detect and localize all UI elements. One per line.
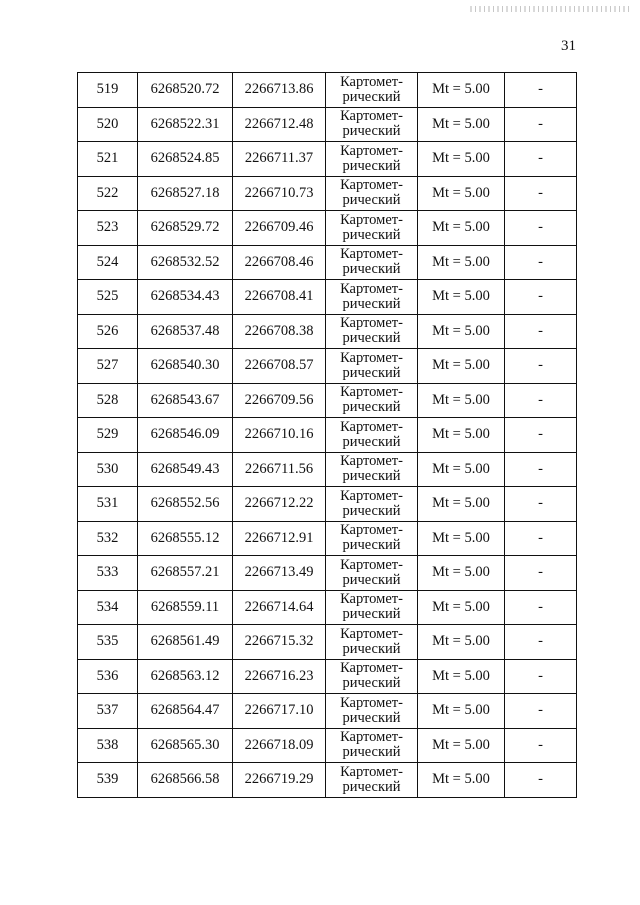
method-line2: рический [342, 295, 401, 312]
x-coordinate-cell: 6268546.09 [138, 418, 233, 453]
table-row [78, 107, 577, 142]
accuracy-cell: Mt = 5.00 [418, 142, 505, 177]
method-cell [326, 142, 418, 177]
method-cell [326, 107, 418, 142]
method-line2: рический [342, 123, 401, 140]
y-coordinate-cell: 2266711.56 [233, 452, 326, 487]
point-number-cell: 537 [78, 694, 138, 729]
table-row [78, 590, 577, 625]
method-line2: рический [342, 778, 401, 795]
accuracy-cell: Mt = 5.00 [418, 625, 505, 660]
method-cell [326, 728, 418, 763]
accuracy-cell: Mt = 5.00 [418, 487, 505, 522]
scan-artifact [470, 6, 630, 12]
accuracy-cell: Mt = 5.00 [418, 659, 505, 694]
x-coordinate-cell: 6268540.30 [138, 349, 233, 384]
x-coordinate-cell: 6268537.48 [138, 314, 233, 349]
y-coordinate-cell: 2266709.56 [233, 383, 326, 418]
table-row [78, 521, 577, 556]
table-row [78, 245, 577, 280]
y-coordinate-cell: 2266708.46 [233, 245, 326, 280]
method-cell [326, 383, 418, 418]
point-number-cell: 534 [78, 590, 138, 625]
table-row [78, 452, 577, 487]
point-number-cell: 536 [78, 659, 138, 694]
table-row [78, 280, 577, 315]
method-line2: рический [342, 399, 401, 416]
method-cell [326, 280, 418, 315]
x-coordinate-cell: 6268552.56 [138, 487, 233, 522]
point-number-cell: 523 [78, 211, 138, 246]
note-cell: - [505, 245, 577, 280]
note-cell: - [505, 142, 577, 177]
method-cell [326, 452, 418, 487]
method-line2: рический [342, 537, 401, 554]
note-cell: - [505, 763, 577, 798]
x-coordinate-cell: 6268559.11 [138, 590, 233, 625]
y-coordinate-cell: 2266717.10 [233, 694, 326, 729]
x-coordinate-cell: 6268543.67 [138, 383, 233, 418]
x-coordinate-cell: 6268566.58 [138, 763, 233, 798]
method-line2: рический [342, 433, 401, 450]
method-line2: рический [342, 192, 401, 209]
method-cell [326, 314, 418, 349]
accuracy-cell: Mt = 5.00 [418, 280, 505, 315]
method-line2: рический [342, 261, 401, 278]
method-line2: рический [342, 675, 401, 692]
accuracy-cell: Mt = 5.00 [418, 245, 505, 280]
note-cell: - [505, 349, 577, 384]
y-coordinate-cell: 2266709.46 [233, 211, 326, 246]
x-coordinate-cell: 6268557.21 [138, 556, 233, 591]
method-cell [326, 694, 418, 729]
method-line1: Картомет- [340, 694, 403, 711]
y-coordinate-cell: 2266712.22 [233, 487, 326, 522]
method-cell [326, 418, 418, 453]
accuracy-cell: Mt = 5.00 [418, 211, 505, 246]
note-cell: - [505, 107, 577, 142]
table-row [78, 487, 577, 522]
note-cell: - [505, 314, 577, 349]
note-cell: - [505, 625, 577, 660]
note-cell: - [505, 487, 577, 522]
x-coordinate-cell: 6268555.12 [138, 521, 233, 556]
point-number-cell: 532 [78, 521, 138, 556]
accuracy-cell: Mt = 5.00 [418, 73, 505, 108]
coordinates-table [77, 72, 577, 798]
method-line1: Картомет- [340, 487, 403, 504]
y-coordinate-cell: 2266715.32 [233, 625, 326, 660]
method-line1: Картомет- [340, 73, 403, 90]
note-cell: - [505, 383, 577, 418]
method-line1: Картомет- [340, 625, 403, 642]
x-coordinate-cell: 6268565.30 [138, 728, 233, 763]
table-row [78, 556, 577, 591]
accuracy-cell: Mt = 5.00 [418, 728, 505, 763]
table-row [78, 694, 577, 729]
accuracy-cell: Mt = 5.00 [418, 349, 505, 384]
method-cell [326, 590, 418, 625]
y-coordinate-cell: 2266711.37 [233, 142, 326, 177]
accuracy-cell: Mt = 5.00 [418, 314, 505, 349]
method-cell [326, 176, 418, 211]
accuracy-cell: Mt = 5.00 [418, 107, 505, 142]
method-line1: Картомет- [340, 591, 403, 608]
method-line1: Картомет- [340, 384, 403, 401]
x-coordinate-cell: 6268524.85 [138, 142, 233, 177]
y-coordinate-cell: 2266708.57 [233, 349, 326, 384]
accuracy-cell: Mt = 5.00 [418, 176, 505, 211]
x-coordinate-cell: 6268534.43 [138, 280, 233, 315]
accuracy-cell: Mt = 5.00 [418, 383, 505, 418]
point-number-cell: 533 [78, 556, 138, 591]
method-line1: Картомет- [340, 108, 403, 125]
table-row [78, 142, 577, 177]
note-cell: - [505, 211, 577, 246]
method-line2: рический [342, 330, 401, 347]
table-row [78, 314, 577, 349]
method-line1: Картомет- [340, 246, 403, 263]
x-coordinate-cell: 6268522.31 [138, 107, 233, 142]
x-coordinate-cell: 6268564.47 [138, 694, 233, 729]
y-coordinate-cell: 2266708.41 [233, 280, 326, 315]
x-coordinate-cell: 6268563.12 [138, 659, 233, 694]
point-number-cell: 539 [78, 763, 138, 798]
method-line2: рический [342, 606, 401, 623]
y-coordinate-cell: 2266710.73 [233, 176, 326, 211]
note-cell: - [505, 521, 577, 556]
note-cell: - [505, 418, 577, 453]
method-line1: Картомет- [340, 522, 403, 539]
note-cell: - [505, 176, 577, 211]
accuracy-cell: Mt = 5.00 [418, 590, 505, 625]
page-number: 31 [561, 38, 576, 54]
point-number-cell: 529 [78, 418, 138, 453]
y-coordinate-cell: 2266710.16 [233, 418, 326, 453]
method-cell [326, 556, 418, 591]
method-cell [326, 349, 418, 384]
method-line2: рический [342, 709, 401, 726]
note-cell: - [505, 73, 577, 108]
method-cell [326, 73, 418, 108]
point-number-cell: 520 [78, 107, 138, 142]
method-line2: рический [342, 502, 401, 519]
point-number-cell: 522 [78, 176, 138, 211]
y-coordinate-cell: 2266713.86 [233, 73, 326, 108]
point-number-cell: 531 [78, 487, 138, 522]
point-number-cell: 521 [78, 142, 138, 177]
y-coordinate-cell: 2266718.09 [233, 728, 326, 763]
method-line1: Картомет- [340, 763, 403, 780]
note-cell: - [505, 590, 577, 625]
method-line2: рический [342, 744, 401, 761]
table-row [78, 73, 577, 108]
method-line2: рический [342, 88, 401, 105]
x-coordinate-cell: 6268520.72 [138, 73, 233, 108]
table-row [78, 659, 577, 694]
note-cell: - [505, 452, 577, 487]
method-line1: Картомет- [340, 315, 403, 332]
accuracy-cell: Mt = 5.00 [418, 763, 505, 798]
method-cell [326, 625, 418, 660]
y-coordinate-cell: 2266719.29 [233, 763, 326, 798]
x-coordinate-cell: 6268549.43 [138, 452, 233, 487]
note-cell: - [505, 728, 577, 763]
method-line1: Картомет- [340, 729, 403, 746]
table-row [78, 625, 577, 660]
table-row [78, 418, 577, 453]
y-coordinate-cell: 2266713.49 [233, 556, 326, 591]
method-line2: рический [342, 226, 401, 243]
method-line1: Картомет- [340, 280, 403, 297]
method-line1: Картомет- [340, 211, 403, 228]
method-line2: рический [342, 640, 401, 657]
method-line1: Картомет- [340, 418, 403, 435]
method-line2: рический [342, 364, 401, 381]
y-coordinate-cell: 2266712.48 [233, 107, 326, 142]
method-line1: Картомет- [340, 349, 403, 366]
method-cell [326, 763, 418, 798]
method-cell [326, 487, 418, 522]
method-line1: Картомет- [340, 142, 403, 159]
method-line1: Картомет- [340, 556, 403, 573]
method-cell [326, 521, 418, 556]
note-cell: - [505, 694, 577, 729]
point-number-cell: 530 [78, 452, 138, 487]
method-line2: рический [342, 571, 401, 588]
accuracy-cell: Mt = 5.00 [418, 521, 505, 556]
note-cell: - [505, 280, 577, 315]
point-number-cell: 525 [78, 280, 138, 315]
y-coordinate-cell: 2266714.64 [233, 590, 326, 625]
note-cell: - [505, 659, 577, 694]
point-number-cell: 528 [78, 383, 138, 418]
table-row [78, 383, 577, 418]
x-coordinate-cell: 6268532.52 [138, 245, 233, 280]
note-cell: - [505, 556, 577, 591]
accuracy-cell: Mt = 5.00 [418, 694, 505, 729]
y-coordinate-cell: 2266712.91 [233, 521, 326, 556]
x-coordinate-cell: 6268529.72 [138, 211, 233, 246]
table-row [78, 728, 577, 763]
table-row [78, 763, 577, 798]
y-coordinate-cell: 2266716.23 [233, 659, 326, 694]
method-line1: Картомет- [340, 660, 403, 677]
method-cell [326, 211, 418, 246]
accuracy-cell: Mt = 5.00 [418, 556, 505, 591]
table-row [78, 349, 577, 384]
x-coordinate-cell: 6268527.18 [138, 176, 233, 211]
point-number-cell: 526 [78, 314, 138, 349]
method-line1: Картомет- [340, 453, 403, 470]
method-cell [326, 659, 418, 694]
table-row [78, 211, 577, 246]
point-number-cell: 538 [78, 728, 138, 763]
point-number-cell: 524 [78, 245, 138, 280]
point-number-cell: 527 [78, 349, 138, 384]
method-line2: рический [342, 157, 401, 174]
method-line1: Картомет- [340, 177, 403, 194]
table-body [78, 73, 577, 798]
accuracy-cell: Mt = 5.00 [418, 452, 505, 487]
x-coordinate-cell: 6268561.49 [138, 625, 233, 660]
point-number-cell: 519 [78, 73, 138, 108]
point-number-cell: 535 [78, 625, 138, 660]
y-coordinate-cell: 2266708.38 [233, 314, 326, 349]
method-line2: рический [342, 468, 401, 485]
accuracy-cell: Mt = 5.00 [418, 418, 505, 453]
table-row [78, 176, 577, 211]
method-cell [326, 245, 418, 280]
